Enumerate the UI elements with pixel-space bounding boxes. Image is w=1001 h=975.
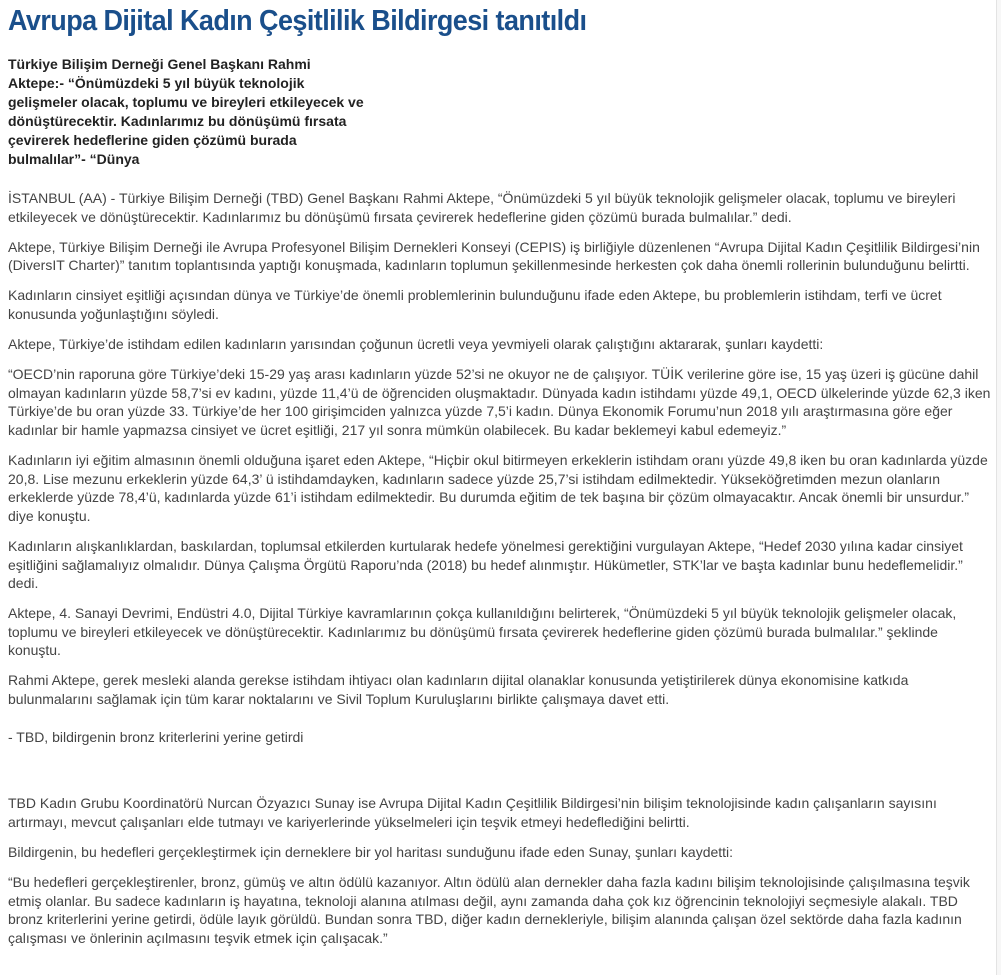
- article-body: [8, 189, 992, 959]
- scrollbar-track[interactable]: [997, 0, 1001, 975]
- article-subheading: - TBD, bildirgenin bronz kriterlerini yerine getirdi: [8, 728, 304, 745]
- article-paragraph: İSTANBUL (AA) - Türkiye Bilişim Derneği (TBD) Genel Başkanı Rahmi Aktepe, “Önümüzdeki 5 yıl büyük teknolojik gelişmeler olacak, toplumu ve bireyleri etkileyecek ve dönüştürecektir. Kadınlarımız bu dönüşümü fırsata çevirerek hedeflerine giden çözümü burada bulmalılar.” dedi.: [8, 190, 956, 225]
- article-title: Avrupa Dijital Kadın Çeşitlilik Bildirgesi tanıtıldı: [8, 5, 587, 37]
- article-paragraph: Rahmi Aktepe, gerek mesleki alanda gerekse istihdam ihtiyacı olan kadınların dijital olanaklar konusunda yetiştirilerek dünya ekonomisine katkıda bulunmalarını sağlamak için tüm karar noktalarını ve Sivil Toplum Kuruluşlarını birlikte çalışmaya davet etti.: [8, 672, 909, 708]
- article-paragraph: “OECD’nin raporuna göre Türkiye’deki 15-29 yaş arası kadınların yüzde 52’si ne okuyor ne de çalışıyor. TÜİK verilerine göre ise, 15 yaş üzeri iş gücüne dahil olmayan kadınların yüzde 58,7’si ev kadını, yüzde 11,4’ü de öğrenciden oluşmaktadır. Dünyada kadın istihdamı yüzde 49,1, OECD ülkelerinde yüzde 62,3 iken Türkiye’de bu oran yüzde 33. Türkiye’de her 100 girişimciden yalnızca yüzde 7,5’i kadın. Dünya Ekonomik Forumu’nun 2018 yılı araştırmasına göre eğer kadınlar bir hamle yapmazsa cinsiyet ve ücret eşitliği, 217 yıl sonra mümkün olabilecek. Bu kadar beklemeyi kabul edemeyiz.”: [8, 366, 991, 438]
- article-paragraph: Aktepe, Türkiye Bilişim Derneği ile Avrupa Profesyonel Bilişim Dernekleri Konseyi (CEPIS) iş birliğiyle düzenlenen “Avrupa Dijital Kadın Çeşitlilik Bildirgesi’nin (DiversIT Charter)” tanıtım toplantısında yaptığı konuşmada, kadınların toplumun şekillenmesinde herkesten çok daha önemli rollerinin bulunduğunu belirtti.: [8, 238, 980, 274]
- article-paragraph: Kadınların iyi eğitim almasının önemli olduğuna işaret eden Aktepe, “Hiçbir okul bitirmeyen erkeklerin istihdam oranı yüzde 49,8 iken bu oran kadınlarda yüzde 20,8. Lise mezunu erkeklerin yüzde 64,3’ ü istihdamdayken, kadınların sadece yüzde 25,7’si istihdam edilmektedir. Yükseköğretimden mezun olanların erkeklerde yüzde 78,4’ü, kadınlarda yüzde 61’i istihdam edilmektedir. Bu durumda eğitim de tek başına bir çözüm olmayacaktır. Ancak önemli bir unsurdur.” diye konuştu.: [8, 452, 988, 524]
- article-paragraph: TBD Kadın Grubu Koordinatörü Nurcan Özyazıcı Sunay ise Avrupa Dijital Kadın Çeşitlilik Bildirgesi’nin bilişim teknolojisinde kadın çalışanların sayısını artırmayı, mevcut çalışanları elde tutmayı ve kariyerlerinde yükselmeleri için teşvik etmeyi hedeflediğini belirtti.: [8, 795, 937, 830]
- article-summary: Türkiye Bilişim Derneği Genel Başkanı Rahmi Aktepe:- “Önümüzdeki 5 yıl büyük teknolojik gelişmeler olacak, toplumu ve bireyleri etkileyecek ve dönüştürecektir. Kadınlarımız bu dönüşümü fırsata çevirerek hedeflerine giden çözümü burada bulmalılar”- “Dünya: [8, 56, 364, 167]
- article-paragraph: Aktepe, 4. Sanayi Devrimi, Endüstri 4.0, Dijital Türkiye kavramlarının çokça kullanıldığını belirterek, “Önümüzdeki 5 yıl büyük teknolojik gelişmeler olacak, toplumu ve bireyleri etkileyecek ve dönüştürecektir. Kadınlarımız bu dönüşümü fırsata çevirerek hedeflerine giden çözümü burada bulmalılar.” şeklinde konuştu.: [8, 605, 957, 659]
- article-paragraph: Aktepe, Türkiye’de istihdam edilen kadınların yarısından çoğunun ücretli veya yevmiyeli olarak çalıştığını aktararak, şunları kaydetti:: [8, 336, 824, 353]
- article-paragraph: Bildirgenin, bu hedefleri gerçekleştirmek için derneklere bir yol haritası sunduğunu ifade eden Sunay, şunları kaydetti:: [8, 843, 734, 860]
- article-paragraph: Kadınların cinsiyet eşitliği açısından dünya ve Türkiye’de önemli problemlerinin bulunduğunu ifade eden Aktepe, bu problemlerin istihdam, terfi ve ücret konusunda yoğunlaştığını söyledi.: [8, 287, 942, 322]
- article-paragraph: Kadınların alışkanlıklardan, baskılardan, toplumsal etkilerden kurtularak hedefe yönelmesi gerektiğini vurgulayan Aktepe, “Hedef 2030 yılına kadar cinsiyet eşitliğini sağlamalıyız olmalıdır. Dünya Çalışma Örgütü Raporu’nda (2018) bu hedef alınmıştır. Hükümetler, STK’lar ve başta kadınlar bunu hedeflemelidir.” dedi.: [8, 537, 963, 592]
- article-paragraph: “Bu hedefleri gerçekleştirenler, bronz, gümüş ve altın ödülü kazanıyor. Altın ödülü alan dernekler daha fazla kadını bilişim teknolojisinde çalışılmasına teşvik etmiş olanlar. Bu sadece kadınların iş hayatına, teknoloji alanına atılması değil, aynı zamanda daha çok kız öğrencinin teknolojiyi seçmesiyle alakalı. TBD bronz kriterlerini yerine getirdi, ödüle layık görüldü. Bundan sonra TBD, diğer kadın dernekleriyle, bilişim alanında çalışan özel sektörde daha fazla kadının çalışması ve önlerinin açılmasını teşvik etmek için çalışacak.”: [8, 874, 970, 946]
